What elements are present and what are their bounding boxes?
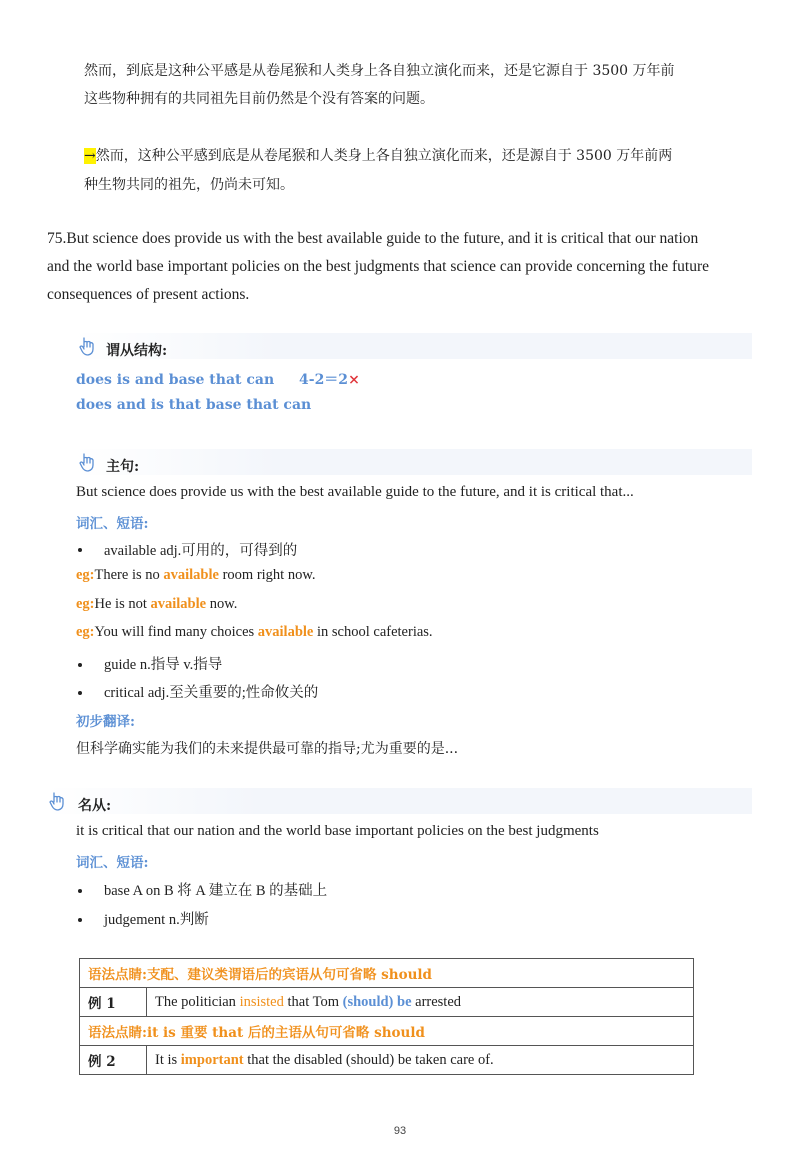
vocab-label: 词汇、短语:: [76, 516, 149, 532]
pointing-hand-icon: [48, 791, 66, 811]
example-1: eg:There is no available room right now.: [76, 567, 316, 583]
arrow-marker: →: [84, 148, 96, 164]
section-title-main-clause: 主句:: [106, 459, 140, 475]
bullet: [78, 663, 82, 667]
example-2: eg:He is not available now.: [76, 596, 238, 612]
grammar-table: [79, 958, 694, 1075]
bullet: [78, 889, 82, 893]
example-sentence-2: It is important that the disabled (should) be taken care of.: [147, 1046, 694, 1075]
q75-line-1: 75.But science does provide us with the best available guide to the future, and it is critical that our nation: [47, 230, 699, 247]
grammar-tip-2: 语法点睛:it is 重要 that 后的主语从句可省略 should: [80, 1017, 694, 1046]
q75-line-2: and the world base important policies on the best judgments that science can provide concerning the future: [47, 258, 709, 275]
example-sentence-1: The politician insisted that Tom (should) be arrested: [147, 988, 694, 1017]
q75-line-3: consequences of present actions.: [47, 286, 250, 303]
pointing-hand-icon: [78, 336, 96, 356]
table-row: [80, 1017, 694, 1046]
bullet: [78, 548, 82, 552]
vocab-judgement: judgement n.判断: [104, 912, 209, 928]
initial-translation: 但科学确实能为我们的未来提供最可靠的指导;尤为重要的是...: [76, 741, 459, 757]
revised-translation-line-2: 种生物共同的祖先，仍尚未可知。: [84, 177, 294, 193]
table-row: [80, 959, 694, 988]
main-clause-sentence: But science does provide us with the best available guide to the future, and it is critical that...: [76, 484, 634, 500]
predicate-row-1: does is and base that can 4-2＝2×: [76, 372, 360, 388]
section-title-noun-clause: 名从:: [78, 798, 112, 814]
example-3: eg:You will find many choices available in school cafeterias.: [76, 624, 433, 640]
table-row: [80, 988, 694, 1017]
table-row: [80, 1046, 694, 1075]
page-number: 93: [393, 1125, 407, 1137]
predicate-formula: 4-2＝2: [299, 372, 349, 388]
original-translation-line-1: 然而，到底是这种公平感是从卷尾猴和人类身上各自独立演化而来，还是它源自于 3500 万年前: [84, 63, 675, 79]
pointing-hand-icon: [78, 452, 96, 472]
cross-mark: ×: [348, 372, 360, 388]
revised-translation-line-1: →然而，这种公平感到底是从卷尾猴和人类身上各自独立演化而来，还是源自于 3500 万年前两: [84, 148, 673, 164]
vocab-label: 词汇、短语:: [76, 855, 149, 871]
example-label: 例 1: [80, 988, 147, 1017]
section-bar-predicate: [74, 333, 752, 359]
bullet: [78, 691, 82, 695]
example-label: 例 2: [80, 1046, 147, 1075]
section-title-predicate: 谓从结构:: [106, 343, 168, 359]
grammar-tip-1: 语法点睛:支配、建议类谓语后的宾语从句可省略 should: [80, 959, 694, 988]
section-bar-main-clause: [74, 449, 752, 475]
vocab-guide: guide n.指导 v.指导: [104, 657, 223, 673]
original-translation-line-2: 这些物种拥有的共同祖先目前仍然是个没有答案的问题。: [84, 91, 434, 107]
vocab-available: available adj.可用的，可得到的: [104, 543, 298, 559]
bullet: [78, 918, 82, 922]
predicate-row-2: does and is that base that can: [76, 397, 312, 413]
vocab-critical: critical adj.至关重要的;性命攸关的: [104, 685, 319, 701]
translation-label: 初步翻译:: [76, 714, 135, 730]
noun-clause-sentence: it is critical that our nation and the world base important policies on the best judgments: [76, 823, 599, 839]
section-bar-noun-clause: [46, 788, 752, 814]
vocab-base-on: base A on B 将 A 建立在 B 的基础上: [104, 883, 328, 899]
